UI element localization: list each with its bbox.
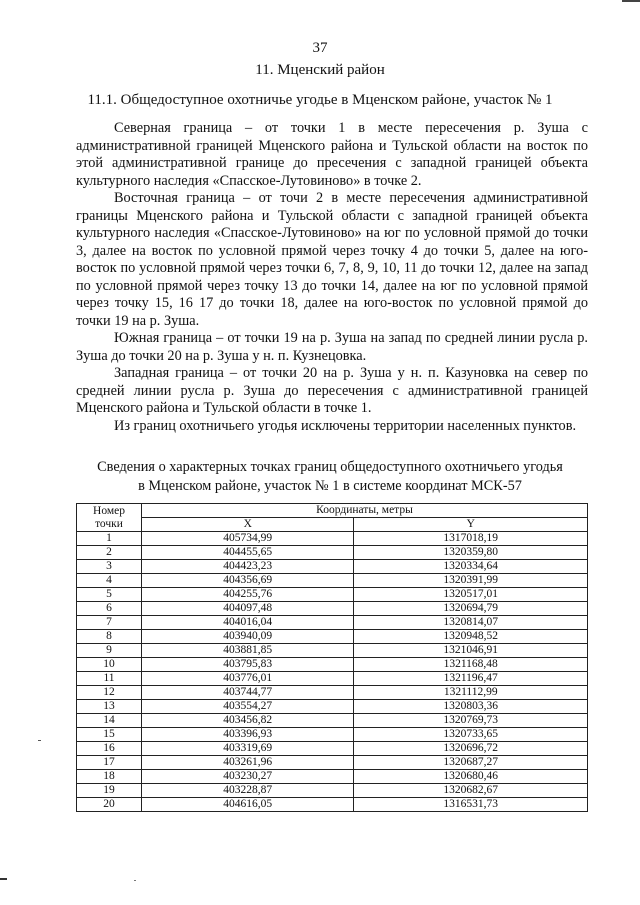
south-boundary-paragraph: Южная граница – от точки 19 на р. Зуша на запад по средней линии русла р. Зуша до точки 20 на р. Зуша у н. п. Кузнецовка. <box>76 330 588 364</box>
x-coordinate-cell: 404255,76 <box>142 588 354 602</box>
y-coordinate-cell: 1317018,19 <box>354 532 588 546</box>
y-coordinate-cell: 1320680,46 <box>354 770 588 784</box>
table-row <box>77 798 588 812</box>
x-coordinate-cell: 405734,99 <box>142 532 354 546</box>
y-coordinate-cell: 1320682,67 <box>354 784 588 798</box>
table-row <box>77 616 588 630</box>
point-number-cell: 7 <box>77 616 142 630</box>
table-row <box>77 672 588 686</box>
north-boundary-paragraph: Северная граница – от точки 1 в месте пересечения р. Зуша с административной границей Мценского района и Тульской области на восток по этой административной границе до пресечения с западной границей объекта культурного наследия «Спасское-Лутовиново» в точке 2. <box>76 120 588 189</box>
x-coordinate-cell: 403554,27 <box>142 700 354 714</box>
table-row <box>77 742 588 756</box>
table-subheader-row <box>77 518 588 532</box>
point-number-cell: 12 <box>77 686 142 700</box>
table-caption <box>60 458 600 496</box>
x-header: X <box>142 518 354 532</box>
y-coordinate-cell: 1316531,73 <box>354 798 588 812</box>
point-number-cell: 2 <box>77 546 142 560</box>
y-coordinate-cell: 1320696,72 <box>354 742 588 756</box>
table-caption-line-1: Сведения о характерных точках границ общедоступного охотничьего угодья <box>97 459 563 475</box>
table-row <box>77 686 588 700</box>
table-row <box>77 658 588 672</box>
y-coordinate-cell: 1321046,91 <box>354 644 588 658</box>
point-number-cell: 20 <box>77 798 142 812</box>
point-number-cell: 1 <box>77 532 142 546</box>
x-coordinate-cell: 403776,01 <box>142 672 354 686</box>
point-number-cell: 19 <box>77 784 142 798</box>
point-number-cell: 6 <box>77 602 142 616</box>
scan-edge-mark <box>622 0 640 2</box>
coordinates-table <box>76 503 588 812</box>
x-coordinate-cell: 403881,85 <box>142 644 354 658</box>
east-boundary-paragraph: Восточная граница – от точи 2 в месте пересечения административной границы Мценского района и Тульской области с западной границей объекта культурного наследия «Спасское-Лутовиново» на юг по условной прямой до точки 3, далее на восток по условной прямой через точку 4 до точки 5, далее на юго-восток по условной прямой через точки 6, 7, 8, 9, 10, 11 до точки 12, далее на запад по условной прямой через точку 13 до точки 14, далее на юг по условной прямой через точку 15, 16 17 до точки 18, далее на юго-восток по условной прямой до точки 19 на р. Зуша. <box>76 190 588 329</box>
x-coordinate-cell: 404356,69 <box>142 574 354 588</box>
table-row <box>77 546 588 560</box>
point-number-cell: 16 <box>77 742 142 756</box>
point-number-cell: 18 <box>77 770 142 784</box>
y-coordinate-cell: 1320803,36 <box>354 700 588 714</box>
y-coordinate-cell: 1320733,65 <box>354 728 588 742</box>
point-number-cell: 15 <box>77 728 142 742</box>
y-coordinate-cell: 1320391,99 <box>354 574 588 588</box>
y-coordinate-cell: 1320694,79 <box>354 602 588 616</box>
x-coordinate-cell: 403456,82 <box>142 714 354 728</box>
y-coordinate-cell: 1320814,07 <box>354 616 588 630</box>
table-row <box>77 574 588 588</box>
table-caption-line-2: в Мценском районе, участок № 1 в системе координат МСК-57 <box>138 478 522 494</box>
y-coordinate-cell: 1320359,80 <box>354 546 588 560</box>
y-coordinate-cell: 1320334,64 <box>354 560 588 574</box>
x-coordinate-cell: 403940,09 <box>142 630 354 644</box>
table-row <box>77 644 588 658</box>
point-number-cell: 10 <box>77 658 142 672</box>
table-header-row <box>77 504 588 518</box>
west-boundary-paragraph: Западная граница – от точки 20 на р. Зуша у н. п. Казуновка на север по средней линии русла р. Зуша до пересечения с административной границей Мценского района и Тульской области в точке 1. <box>76 365 588 416</box>
exclusions-paragraph: Из границ охотничьего угодья исключены территории населенных пунктов. <box>114 417 577 434</box>
x-coordinate-cell: 403261,96 <box>142 756 354 770</box>
table-row <box>77 770 588 784</box>
point-number-cell: 5 <box>77 588 142 602</box>
boundary-description <box>76 120 588 435</box>
table-row <box>77 700 588 714</box>
y-coordinate-cell: 1321112,99 <box>354 686 588 700</box>
x-coordinate-cell: 404016,04 <box>142 616 354 630</box>
y-coordinate-cell: 1320948,52 <box>354 630 588 644</box>
page-number: 37 <box>312 40 328 56</box>
y-coordinate-cell: 1321196,47 <box>354 672 588 686</box>
table-row <box>77 756 588 770</box>
x-coordinate-cell: 403230,27 <box>142 770 354 784</box>
section-title: 11. Мценский район <box>255 62 385 78</box>
x-coordinate-cell: 403228,87 <box>142 784 354 798</box>
scan-speck <box>38 740 41 741</box>
x-coordinate-cell: 404423,23 <box>142 560 354 574</box>
table-row <box>77 714 588 728</box>
table-row <box>77 588 588 602</box>
y-coordinate-cell: 1320769,73 <box>354 714 588 728</box>
table-body <box>77 532 588 812</box>
x-coordinate-cell: 404455,65 <box>142 546 354 560</box>
point-number-cell: 4 <box>77 574 142 588</box>
y-coordinate-cell: 1321168,48 <box>354 658 588 672</box>
x-coordinate-cell: 403396,93 <box>142 728 354 742</box>
subsection-title: 11.1. Общедоступное охотничье угодье в Мценском районе, участок № 1 <box>87 92 553 108</box>
coordinates-header: Координаты, метры <box>142 504 588 518</box>
point-number-cell: 17 <box>77 756 142 770</box>
table-row <box>77 560 588 574</box>
point-number-header-line-1: Номер <box>93 504 125 517</box>
point-number-cell: 14 <box>77 714 142 728</box>
table-row <box>77 602 588 616</box>
point-number-cell: 8 <box>77 630 142 644</box>
table-row <box>77 728 588 742</box>
point-number-cell: 9 <box>77 644 142 658</box>
table-row <box>77 532 588 546</box>
x-coordinate-cell: 403795,83 <box>142 658 354 672</box>
x-coordinate-cell: 404616,05 <box>142 798 354 812</box>
y-header: Y <box>354 518 588 532</box>
y-coordinate-cell: 1320517,01 <box>354 588 588 602</box>
x-coordinate-cell: 403744,77 <box>142 686 354 700</box>
point-number-header-line-2: точки <box>95 517 123 530</box>
x-coordinate-cell: 404097,48 <box>142 602 354 616</box>
y-coordinate-cell: 1320687,27 <box>354 756 588 770</box>
table-row <box>77 630 588 644</box>
scan-speck <box>134 880 136 881</box>
point-number-header <box>77 504 142 532</box>
point-number-cell: 11 <box>77 672 142 686</box>
scan-edge-mark <box>0 878 7 880</box>
x-coordinate-cell: 403319,69 <box>142 742 354 756</box>
point-number-cell: 3 <box>77 560 142 574</box>
table-row <box>77 784 588 798</box>
point-number-cell: 13 <box>77 700 142 714</box>
